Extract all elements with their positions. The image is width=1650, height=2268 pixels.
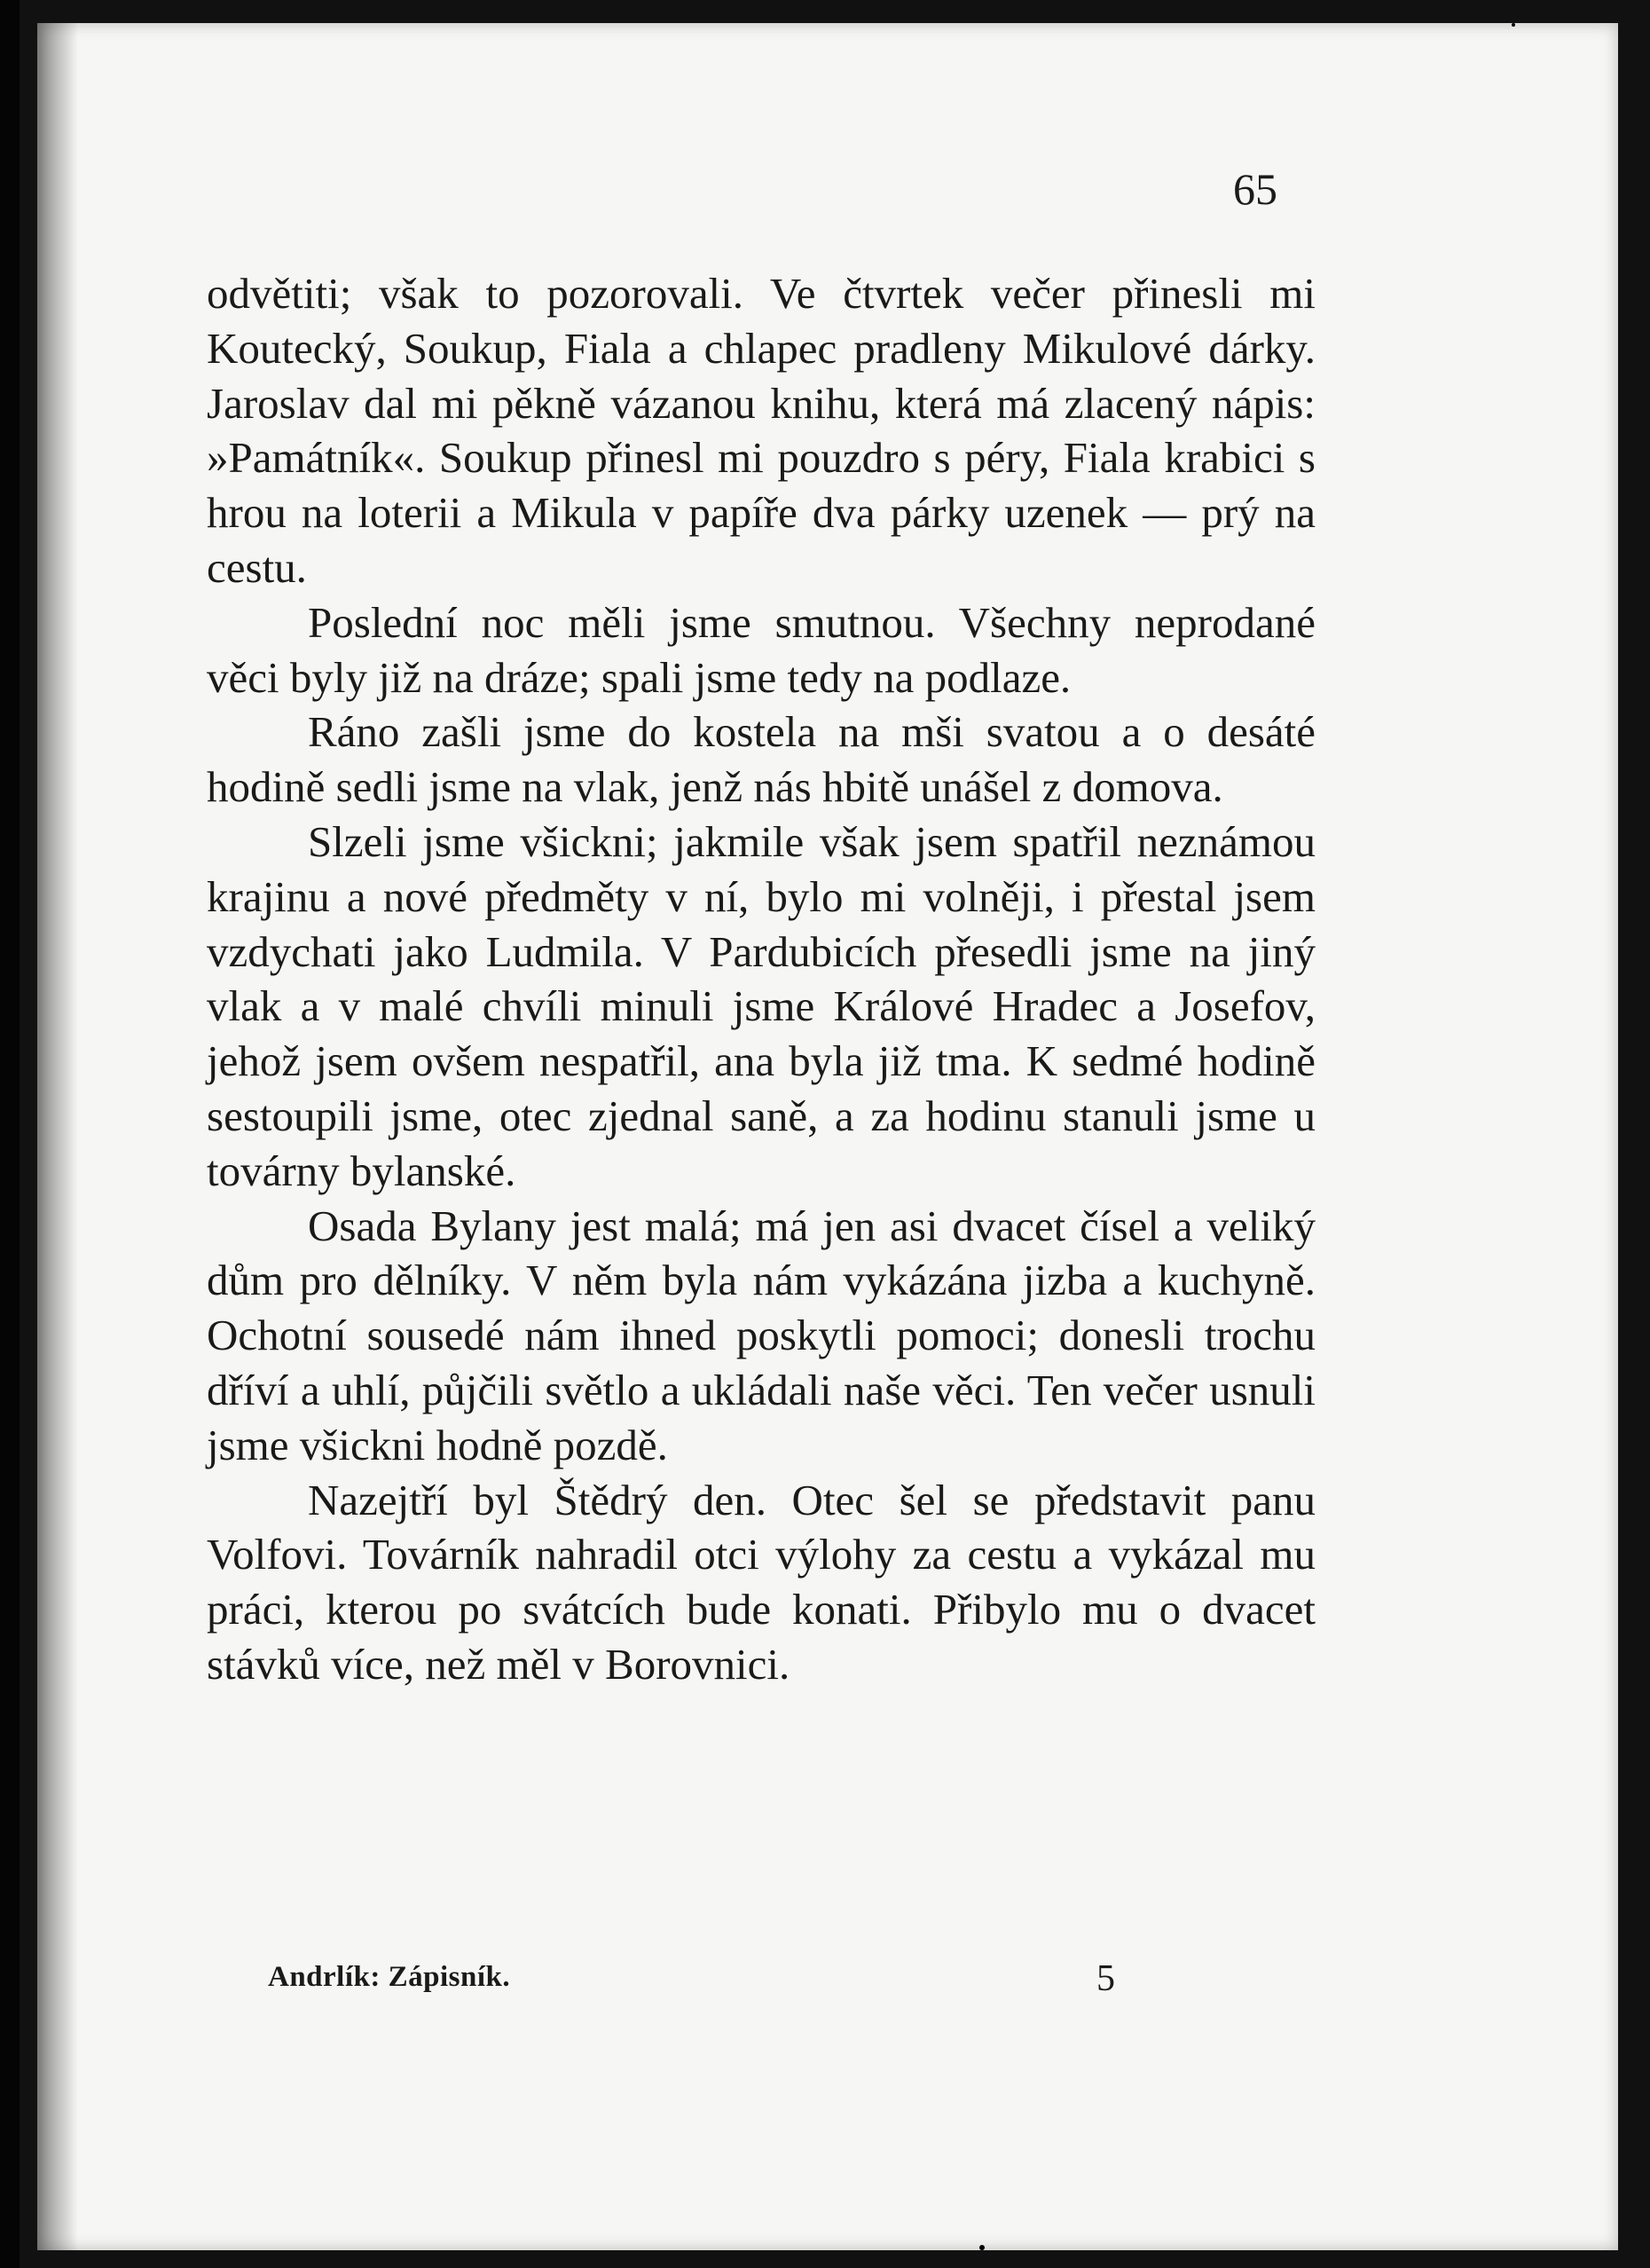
paragraph-3: Ráno zašli jsme do kostela na mši svatou a o desáté hodině sedli jsme na vlak, jenž nás hbitě unášel z domova. xyxy=(207,707,1316,812)
footer-signature-mark: 5 xyxy=(1096,1958,1115,1999)
page-number: 65 xyxy=(1233,164,1277,214)
gutter-shadow xyxy=(37,23,78,2250)
print-speck xyxy=(979,2245,985,2250)
paragraph-2: Poslední noc měli jsme smutnou. Všechny neprodané věci byly již na dráze; spali jsme tedy na podlaze. xyxy=(207,597,1316,702)
paragraph-6: Nazejtří byl Štědrý den. Otec šel se představit panu Volfovi. Továrník nahradil otci výlohy za cestu a vykázal mu práci, kterou po svátcích bude konati. Přibylo mu o dvacet stávků více, než měl v Borovnici. xyxy=(207,1475,1316,1689)
paragraph-4: Slzeli jsme všickni; jakmile však jsem spatřil neznámou krajinu a nové předměty v ní, bylo mi volněji, i přestal jsem vzdychati jako Ludmila. V Pardubicích přesedli jsme na jiný vlak a v malé chvíli minuli jsme Králové Hradec a Josefov, jehož jsem ovšem nespatřil, ana byla již tma. K sedmé hodině sestoupili jsme, otec zjednal saně, a za hodinu stanuli jsme u továrny bylanské. xyxy=(207,816,1316,1195)
footer-author-title: Andrlík: Zápisník. xyxy=(268,1961,511,1993)
paragraph-5: Osada Bylany jest malá; má jen asi dvacet čísel a veliký dům pro dělníky. V něm byla nám vykázána jizba a kuchyně. Ochotní sousedé nám ihned poskytli pomoci; donesli trochu dříví a uhlí, půjčili světlo a ukládali naše věci. Ten večer usnuli jsme všickni hodně pozdě. xyxy=(207,1201,1316,1469)
book-page xyxy=(37,23,1618,2250)
book-binding-edge xyxy=(0,0,20,2268)
paragraph-1: odvětiti; však to pozorovali. Ve čtvrtek večer přinesli mi Koutecký, Soukup, Fiala a chlapec pradleny Mikulové dárky. Jaroslav dal mi pěkně vázanou knihu, která má zlacený nápis: »Památník«. Soukup přinesl mi pouzdro s péry, Fiala krabici s hrou na loterii a Mikula v papíře dva párky uzenek — prý na cestu. xyxy=(207,269,1316,592)
body-text xyxy=(207,266,1316,1692)
print-speck xyxy=(1512,23,1515,27)
